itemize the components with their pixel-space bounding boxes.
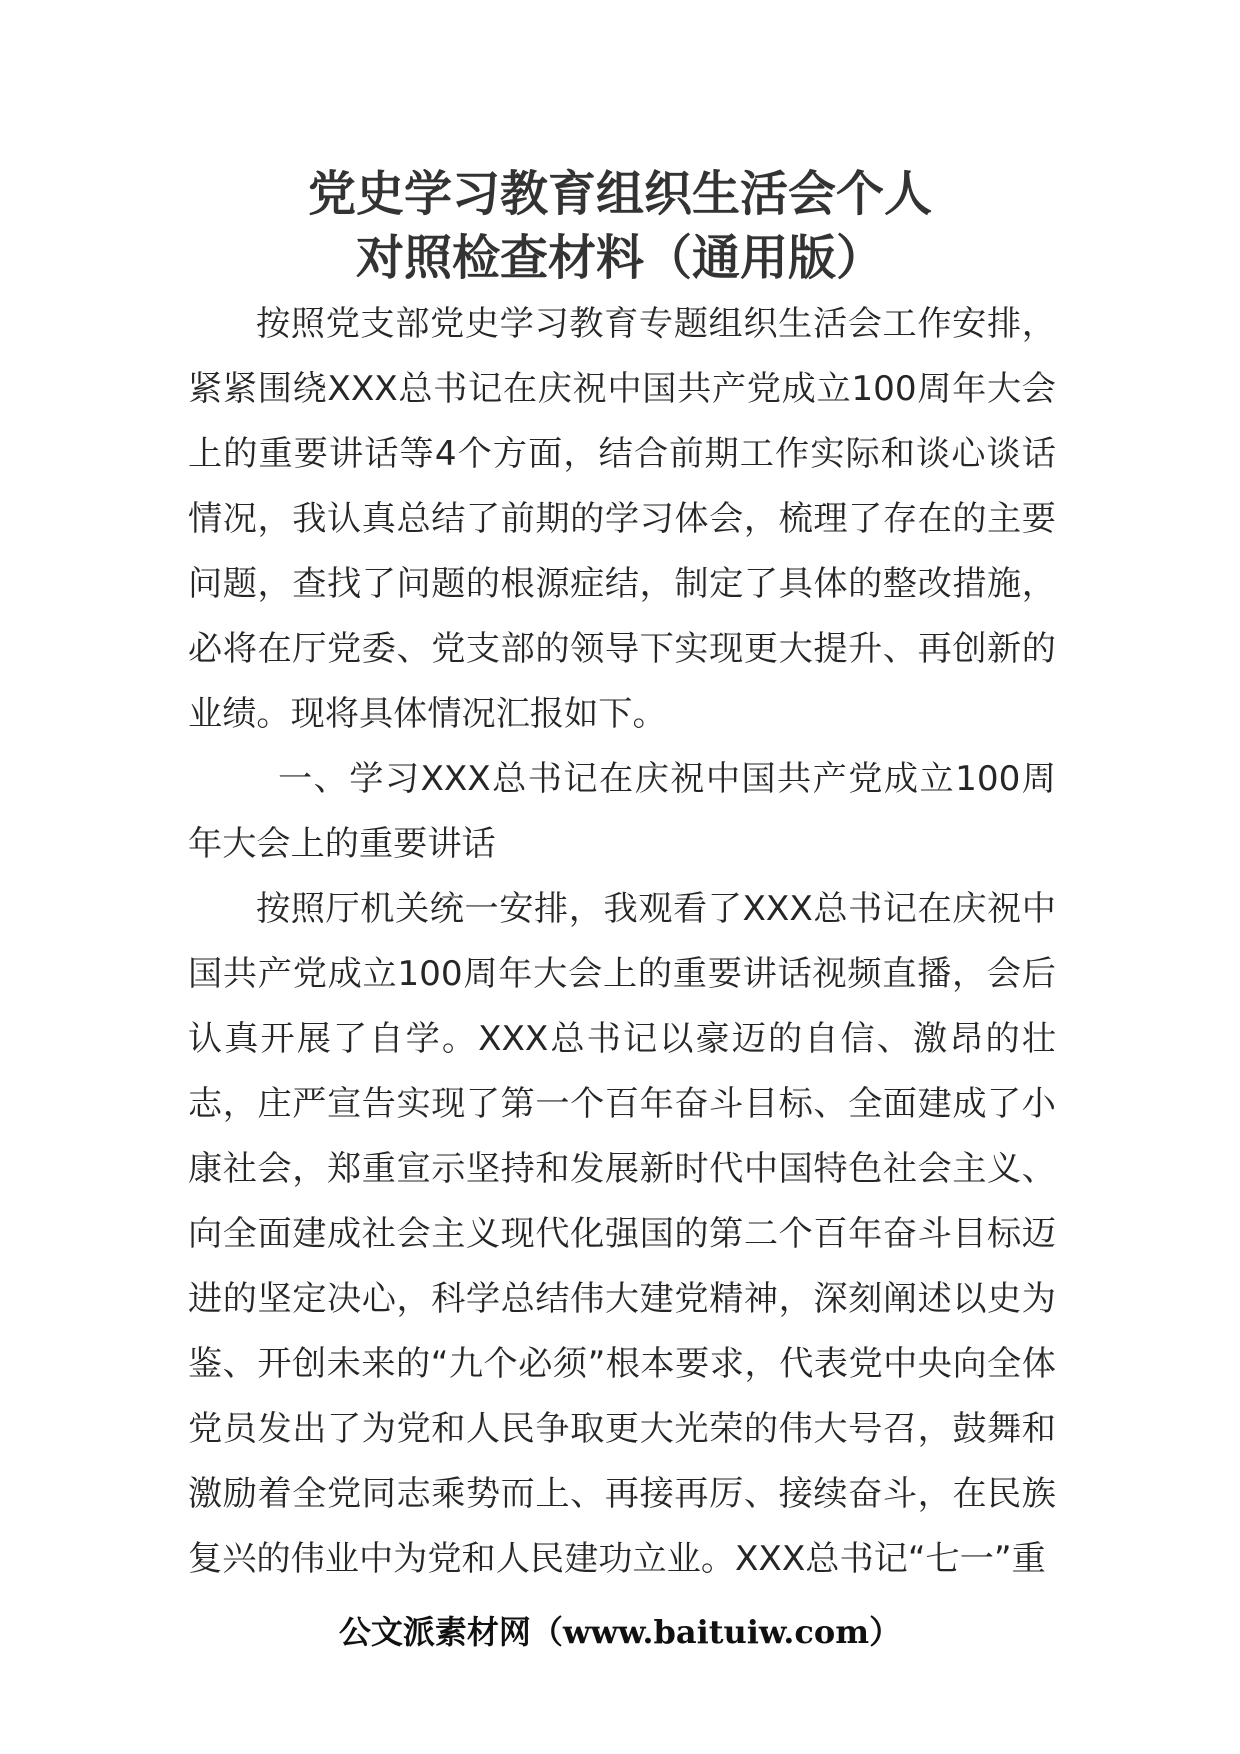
title-line-1: 党史学习教育组织生活会个人 [307,166,932,222]
section-heading-1: 一、学习XXX总书记在庆祝中国共产党成立100周年大会上的重要讲话 [188,759,1056,864]
document-title [0,162,1240,290]
intro-paragraph: 按照党支部党史学习教育专题组织生活会工作安排，紧紧围绕XXX总书记在庆祝中国共产党成立100周年大会上的重要讲话等4个方面，结合前期工作实际和谈心谈话情况，我认真总结了前期的学习体会，梳理了存在的主要问题，查找了问题的根源症结，制定了具体的整改措施，必将在厅党委、党支部的领导下实现更大提升、再创新的业绩。现将具体情况汇报如下。 [188,304,1056,734]
body-paragraph: 按照厅机关统一安排，我观看了XXX总书记在庆祝中国共产党成立100周年大会上的重要讲话视频直播，会后认真开展了自学。XXX总书记以豪迈的自信、激昂的壮志，庄严宣告实现了第一个百年奋斗目标、全面建成了小康社会，郑重宣示坚持和发展新时代中国特色社会主义、向全面建成社会主义现代化强国的第二个百年奋斗目标迈进的坚定决心，科学总结伟大建党精神，深刻阐述以史为鉴、开创未来的“九个必须”根本要求，代表党中央向全体党员发出了为党和人民争取更大光荣的伟大号召，鼓舞和激励着全党同志乘势而上、再接再厉、接续奋斗，在民族复兴的伟业中为党和人民建功立业。XXX总书记“七一”重 [188,889,1056,1579]
document-body [188,292,1056,1592]
title-line-2: 对照检查材料（通用版） [355,230,884,286]
footer-watermark-text: 公文派素材网（www.baituiw.com） [338,1613,902,1651]
